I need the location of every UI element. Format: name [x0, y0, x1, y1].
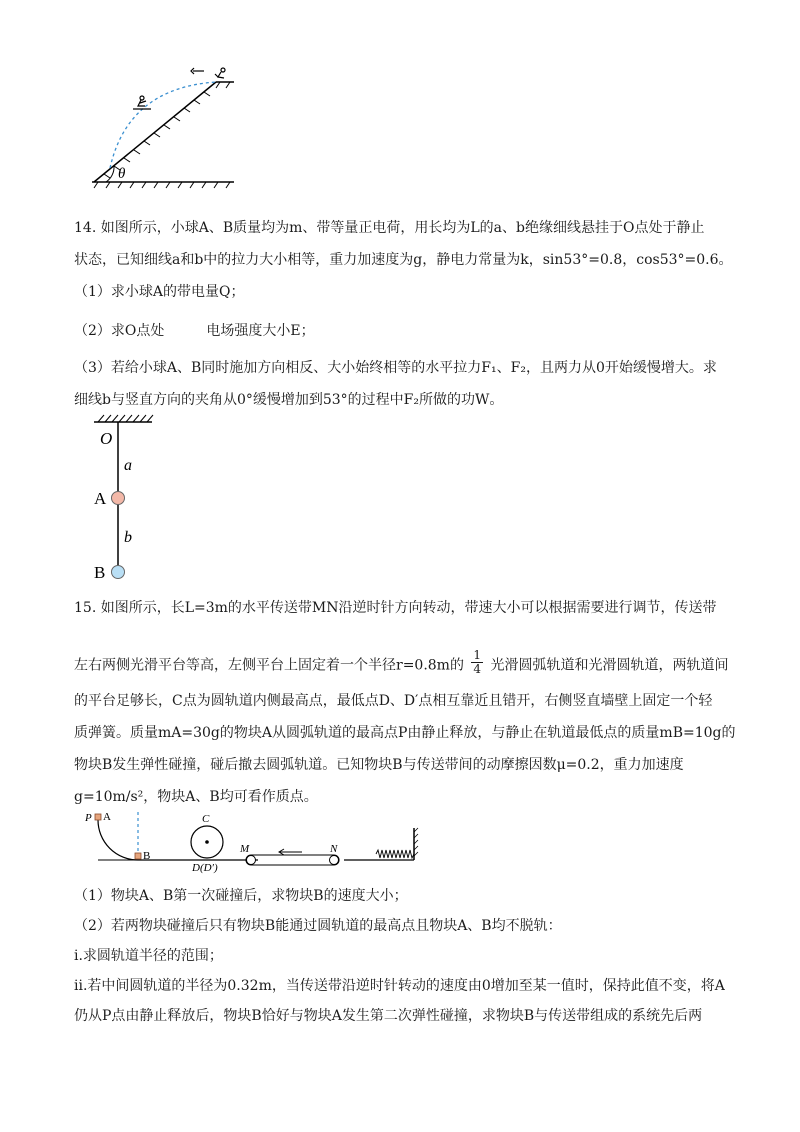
q15-stem-line-5: 物块B发生弹性碰撞，碰后撤去圆弧轨道。已知物块B与传送带间的动摩擦因数μ=0.2，重力加速度: [74, 757, 684, 773]
conveyor-belt: [246, 855, 339, 865]
q15-stem-line-2b: 光滑圆弧轨道和光滑圆轨道，两轨道间: [490, 657, 729, 674]
skier-mid-icon: [133, 96, 151, 109]
q15-stem-line-6: g=10m/s²，物块A、B均可看作质点。: [74, 789, 318, 805]
q15-part-1: （1）物块A、B第一次碰撞后，求物块B的速度大小；: [74, 888, 408, 904]
q14-part-2: （2）求O点处 电场强度大小E；: [74, 323, 315, 339]
q14-part-1: （1）求小球A的带电量Q；: [74, 284, 245, 300]
q15-stem-line-1: 15. 如图所示，长L=3m的水平传送带MN沿逆时针方向转动，带速大小可以根据需要进行调节，传送带: [74, 600, 717, 616]
q15-stem-line-3: 的平台足够长，C点为圆轨道内侧最高点，最低点D、D′点相互靠近且错开，右侧竖直墙壁上固定一个轻: [74, 693, 713, 709]
q15-stem-line-4: 质弹簧。质量mA=30g的物块A从圆弧轨道的最高点P由静止释放，与静止在轨道最低点的质量mB=10g的: [74, 725, 736, 741]
point-d-label: D(D′): [192, 862, 218, 874]
ball-a: [112, 492, 125, 505]
q14-part-3-line-2: 细线b与竖直方向的夹角从0°缓慢增加到53°的过程中F₂所做的功W。: [74, 392, 504, 408]
fraction-numerator: 1: [473, 648, 482, 662]
q15-part-i: i.求圆轨道半径的范围；: [74, 948, 223, 964]
q14-part-3-line-1: （3）若给小球A、B同时施加方向相反、大小始终相等的水平拉力F₁、F₂，且两力从0开始缓慢增大。求: [74, 360, 717, 376]
spring-icon: [376, 850, 414, 858]
thread-b-label: b: [124, 529, 132, 546]
hanging-balls-figure: [88, 412, 168, 584]
skier-slope-figure: [88, 58, 240, 190]
q15-part-2: （2）若两物块碰撞后只有物块B能通过圆轨道的最高点且物块A、B均不脱轨：: [74, 918, 562, 934]
quarter-fraction: [471, 649, 483, 676]
point-m-label: M: [240, 843, 250, 855]
ball-a-label: A: [94, 489, 107, 508]
thread-a-label: a: [124, 457, 132, 474]
skier-top-icon: [191, 68, 225, 78]
q15-stem-line-2a: 左右两侧光滑平台等高，左侧平台上固定着一个半径r=0.8m的: [74, 657, 464, 674]
q15-stem-line-2: [74, 648, 734, 679]
q14-stem-line-1: 14. 如图所示，小球A、B质量均为m、带等量正电荷，用长均为L的a、b绝缘细线悬挂于O点处于静止: [74, 220, 705, 236]
point-p-label: P: [85, 812, 92, 824]
track-conveyor-figure: [80, 808, 420, 874]
point-c-label: C: [202, 813, 210, 825]
angle-theta-label: θ: [118, 166, 126, 182]
fraction-denominator: 4: [473, 662, 482, 676]
block-a: [95, 814, 101, 820]
block-b-label: B: [143, 850, 151, 862]
block-a-label: A: [103, 811, 111, 823]
point-o-label: O: [100, 429, 113, 448]
q15-part-ii-line-2: 仍从P点由静止释放后，物块B恰好与物块A发生第二次弹性碰撞，求物块B与传送带组成的系统先后两: [74, 1008, 703, 1024]
point-n-label: N: [330, 843, 338, 855]
q14-stem-line-2: 状态，已知细线a和b中的拉力大小相等，重力加速度为g，静电力常量为k，sin53°=0.8，cos53°=0.6。: [74, 252, 733, 268]
block-b: [135, 853, 141, 859]
ball-b-label: B: [94, 563, 106, 582]
ball-b: [112, 566, 125, 579]
q15-part-ii-line-1: ii.若中间圆轨道的半径为0.32m，当传送带沿逆时针转动的速度由0增加至某一值时，保持此值不变，将A: [74, 978, 725, 994]
